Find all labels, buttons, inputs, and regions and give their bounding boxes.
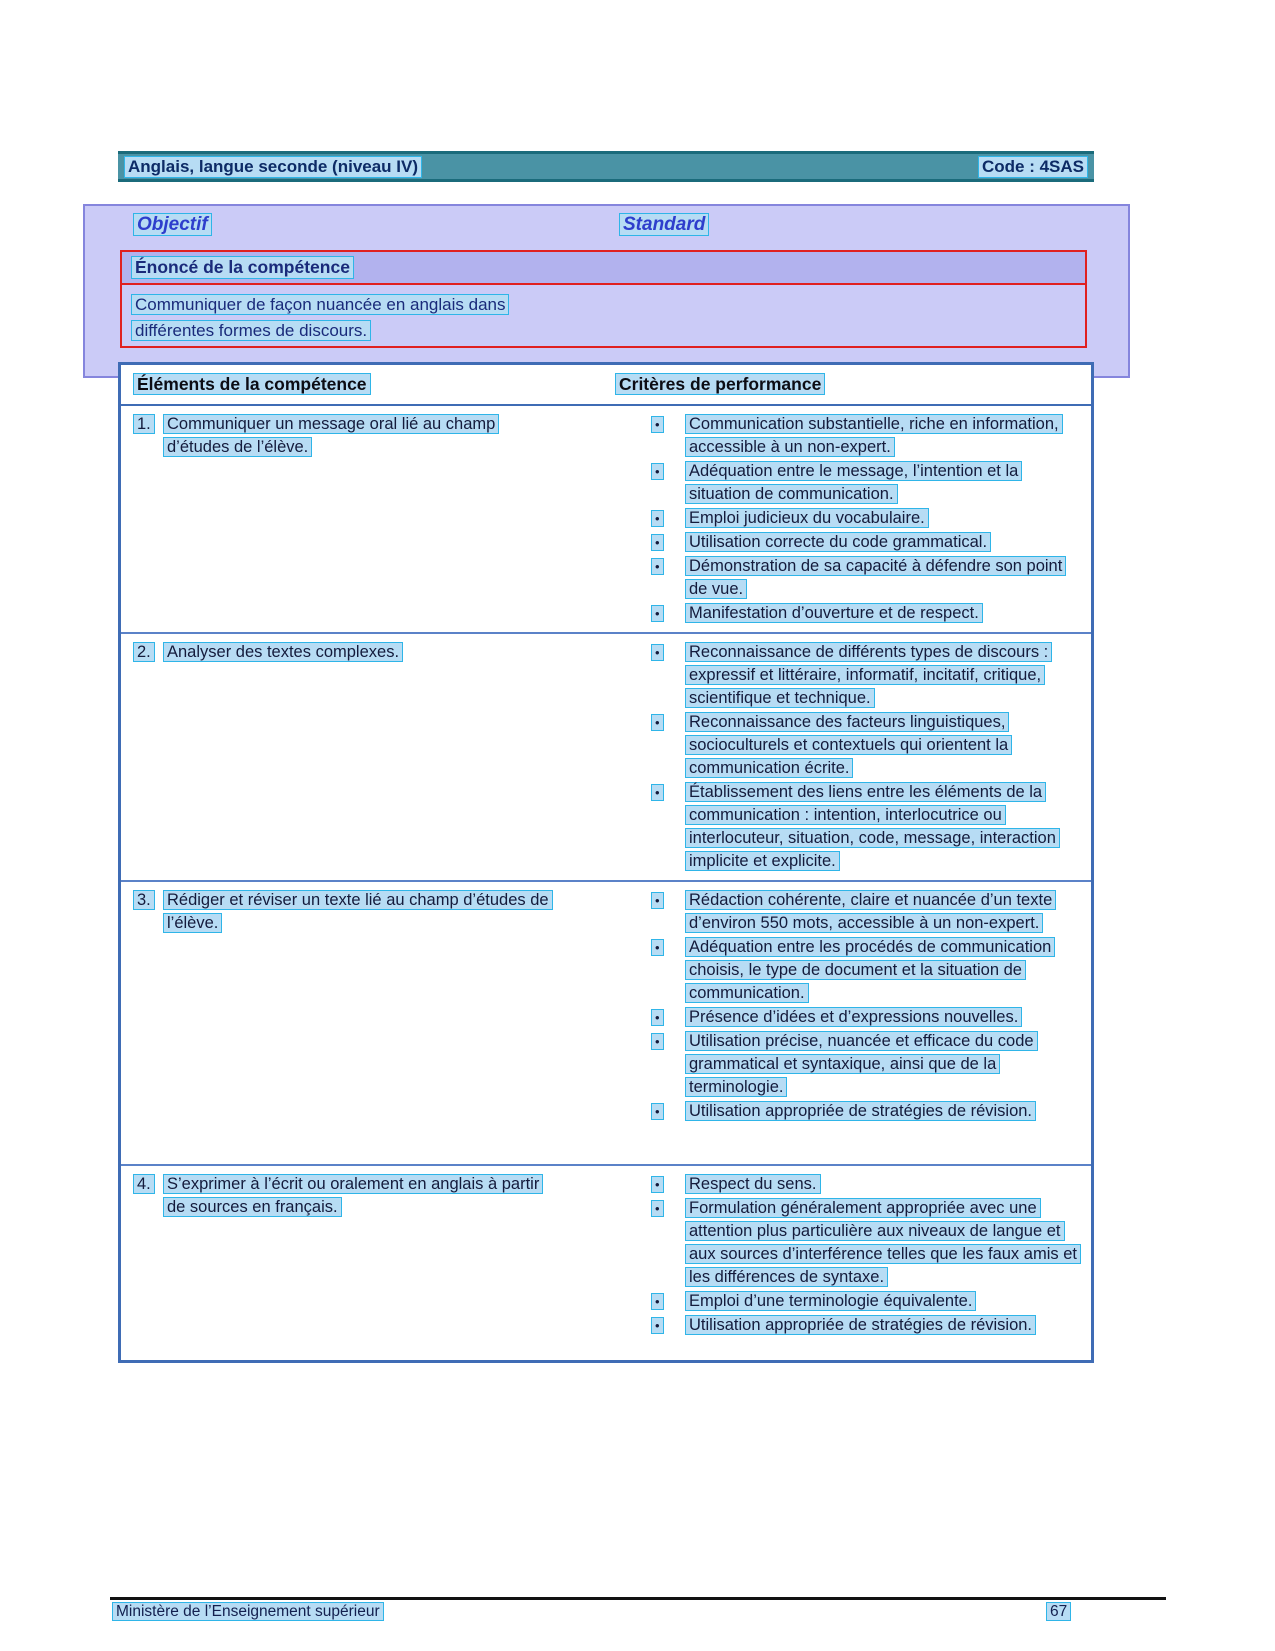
document-title: Anglais, langue seconde (niveau IV) bbox=[124, 156, 422, 178]
table-row bbox=[121, 1166, 1091, 1360]
criterion-text: Reconnaissance des facteurs linguistiques, socioculturels et contextuels qui orientent la communication écrite. bbox=[685, 712, 1012, 778]
element-cell bbox=[121, 1173, 615, 1354]
table-row bbox=[121, 634, 1091, 882]
table-header-row bbox=[121, 365, 1091, 406]
enonce-heading-text: Énoncé de la compétence bbox=[131, 256, 354, 279]
element-text: Communiquer un message oral lié au champ d’études de l’élève. bbox=[163, 414, 499, 457]
criterion-item bbox=[651, 1290, 1079, 1313]
enonce-heading-strip bbox=[122, 252, 1085, 285]
element-cell bbox=[121, 889, 615, 1158]
element-cell bbox=[121, 413, 615, 626]
criterion-item bbox=[651, 1006, 1079, 1029]
objectif-heading: Objectif bbox=[133, 213, 212, 236]
criterion-text: Emploi d’une terminologie équivalente. bbox=[685, 1291, 976, 1311]
bullet-icon: • bbox=[651, 784, 664, 801]
element-text: Rédiger et réviser un texte lié au champ d’études de l’élève. bbox=[163, 890, 553, 933]
criterion-text: Formulation généralement appropriée avec une attention plus particulière aux niveaux de langue et aux sources d’interférence telles que les faux amis et les différences de syntaxe. bbox=[685, 1198, 1081, 1287]
criteria-cell bbox=[615, 1173, 1091, 1354]
col2-header: Critères de performance bbox=[615, 373, 825, 395]
criterion-item bbox=[651, 781, 1079, 873]
criterion-item bbox=[651, 936, 1079, 1005]
criterion-item bbox=[651, 507, 1079, 530]
criterion-text: Démonstration de sa capacité à défendre son point de vue. bbox=[685, 556, 1066, 599]
bullet-icon: • bbox=[651, 714, 664, 731]
competence-table bbox=[118, 362, 1094, 1363]
criterion-item bbox=[651, 413, 1079, 459]
criterion-text: Respect du sens. bbox=[685, 1174, 821, 1194]
objectif-standard-row bbox=[85, 206, 1128, 246]
objectif-standard-box bbox=[83, 204, 1130, 378]
criteria-cell bbox=[615, 413, 1091, 626]
criterion-text: Emploi judicieux du vocabulaire. bbox=[685, 508, 929, 528]
criterion-text: Manifestation d’ouverture et de respect. bbox=[685, 603, 983, 623]
criterion-item bbox=[651, 555, 1079, 601]
table-row bbox=[121, 882, 1091, 1166]
bullet-icon: • bbox=[651, 1103, 664, 1120]
enonce-line-1: Communiquer de façon nuancée en anglais dans bbox=[131, 294, 509, 315]
bullet-icon: • bbox=[651, 416, 664, 433]
criterion-text: Établissement des liens entre les éléments de la communication : intention, interlocutrice ou interlocuteur, situation, code, message, interaction implicite et explicite. bbox=[685, 782, 1060, 871]
footer-ministry-text: Ministère de l’Enseignement supérieur bbox=[112, 1602, 384, 1621]
element-number: 4. bbox=[133, 1174, 155, 1194]
criterion-text: Utilisation appropriée de stratégies de révision. bbox=[685, 1315, 1036, 1335]
bullet-icon: • bbox=[651, 463, 664, 480]
criterion-item bbox=[651, 889, 1079, 935]
bullet-icon: • bbox=[651, 1033, 664, 1050]
criterion-text: Adéquation entre le message, l’intention et la situation de communication. bbox=[685, 461, 1022, 504]
criterion-item bbox=[651, 1100, 1079, 1123]
criterion-text: Reconnaissance de différents types de discours : expressif et littéraire, informatif, incitatif, critique, scientifique et technique. bbox=[685, 642, 1052, 708]
criterion-item bbox=[651, 1030, 1079, 1099]
criterion-item bbox=[651, 602, 1079, 625]
footer-page-number: 67 bbox=[1046, 1602, 1071, 1621]
criterion-text: Utilisation appropriée de stratégies de révision. bbox=[685, 1101, 1036, 1121]
col1-header: Éléments de la compétence bbox=[133, 373, 371, 395]
criteria-cell bbox=[615, 889, 1091, 1158]
criteria-cell bbox=[615, 641, 1091, 874]
table-row bbox=[121, 406, 1091, 634]
criterion-text: Communication substantielle, riche en information, accessible à un non-expert. bbox=[685, 414, 1063, 457]
bullet-icon: • bbox=[651, 534, 664, 551]
criterion-item bbox=[651, 1197, 1079, 1289]
footer-divider bbox=[110, 1597, 1166, 1600]
bullet-icon: • bbox=[651, 510, 664, 527]
element-text: Analyser des textes complexes. bbox=[163, 642, 403, 662]
enonce-body bbox=[122, 285, 1085, 351]
footer bbox=[110, 1603, 1166, 1625]
element-text: S’exprimer à l’écrit ou oralement en anglais à partir de sources en français. bbox=[163, 1174, 543, 1217]
criterion-text: Présence d’idées et d’expressions nouvelles. bbox=[685, 1007, 1022, 1027]
criterion-item bbox=[651, 531, 1079, 554]
criterion-text: Rédaction cohérente, claire et nuancée d’un texte d’environ 550 mots, accessible à un non-expert. bbox=[685, 890, 1056, 933]
enonce-box bbox=[120, 250, 1087, 348]
bullet-icon: • bbox=[651, 1317, 664, 1334]
bullet-icon: • bbox=[651, 1176, 664, 1193]
standard-heading: Standard bbox=[619, 213, 709, 236]
bullet-icon: • bbox=[651, 558, 664, 575]
element-number: 1. bbox=[133, 414, 155, 434]
criterion-item bbox=[651, 1173, 1079, 1196]
element-number: 3. bbox=[133, 890, 155, 910]
bullet-icon: • bbox=[651, 1200, 664, 1217]
element-cell bbox=[121, 641, 615, 874]
criterion-text: Utilisation précise, nuancée et efficace du code grammatical et syntaxique, ainsi que de la terminologie. bbox=[685, 1031, 1038, 1097]
page-header-band bbox=[118, 151, 1094, 182]
bullet-icon: • bbox=[651, 605, 664, 622]
criterion-text: Adéquation entre les procédés de communication choisis, le type de document et la situation de communication. bbox=[685, 937, 1055, 1003]
document-code: Code : 4SAS bbox=[978, 156, 1088, 178]
enonce-line-2: différentes formes de discours. bbox=[131, 320, 371, 341]
bullet-icon: • bbox=[651, 1009, 664, 1026]
element-number: 2. bbox=[133, 642, 155, 662]
criterion-item bbox=[651, 460, 1079, 506]
criterion-item bbox=[651, 711, 1079, 780]
criterion-item bbox=[651, 641, 1079, 710]
bullet-icon: • bbox=[651, 1293, 664, 1310]
criterion-item bbox=[651, 1314, 1079, 1337]
bullet-icon: • bbox=[651, 892, 664, 909]
bullet-icon: • bbox=[651, 644, 664, 661]
bullet-icon: • bbox=[651, 939, 664, 956]
criterion-text: Utilisation correcte du code grammatical. bbox=[685, 532, 991, 552]
